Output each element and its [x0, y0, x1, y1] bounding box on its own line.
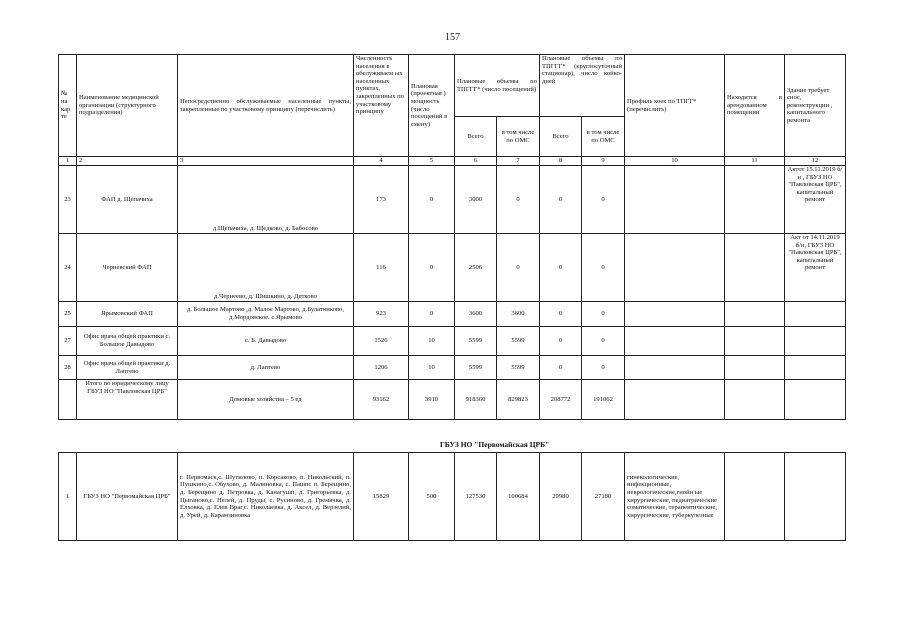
row-rented [725, 302, 785, 327]
col-number: 3 [178, 157, 354, 166]
header-profile: Профиль коек по ТПГГ* (перечислить) [625, 55, 725, 157]
header-visits-oms: в том числе по ОМС [497, 117, 540, 157]
row-population: 15829 [354, 453, 409, 541]
col-number: 7 [497, 157, 540, 166]
col-number: 5 [409, 157, 455, 166]
row-profile: гинекологические, инфекционные, неврологические,гнойн ые хирургические, педиатрические соматические, терапевтические, хирургические, туберкулезные [625, 453, 725, 541]
col-number: 8 [540, 157, 582, 166]
row-repair [785, 302, 846, 327]
total-visits-oms: 829823 [497, 380, 540, 420]
row-capacity: 0 [409, 302, 455, 327]
header-beds-oms: в том числе по ОМС [582, 117, 625, 157]
total-capacity: 3910 [409, 380, 455, 420]
total-name: Итого по юридическому лицу ГБУЗ НО "Павловская ЦРБ" [77, 380, 178, 420]
row-capacity: 10 [409, 327, 455, 356]
row-visits-oms: 3600 [497, 302, 540, 327]
row-beds-total: 0 [540, 166, 582, 234]
row-profile [625, 234, 725, 302]
col-number: 9 [582, 157, 625, 166]
row-name: ФАП д. Щепачиха [77, 166, 178, 234]
row-beds-total: 0 [540, 356, 582, 380]
row-visits-total: 5599 [455, 327, 497, 356]
table-row [59, 327, 846, 356]
row-beds-oms: 0 [582, 327, 625, 356]
row-rented [725, 356, 785, 380]
row-served: д.Щепачиха, д. Щедково, д. Бабосово [178, 166, 354, 234]
row-capacity: 0 [409, 234, 455, 302]
row-capacity: 0 [409, 166, 455, 234]
row-visits-total: 2506 [455, 234, 497, 302]
row-population: 923 [354, 302, 409, 327]
col-number: 12 [785, 157, 846, 166]
row-capacity: 10 [409, 356, 455, 380]
row-visits-total: 127530 [455, 453, 497, 541]
col-number: 2 [77, 157, 178, 166]
row-population: 173 [354, 166, 409, 234]
section-title: ГБУЗ НО "Первомайская ЦРБ" [440, 440, 550, 449]
row-capacity: 500 [409, 453, 455, 541]
header-num: № на кар те [59, 55, 77, 157]
row-visits-total: 5599 [455, 356, 497, 380]
row-population: 1206 [354, 356, 409, 380]
total-population: 93162 [354, 380, 409, 420]
row-name: ГБУЗ НО "Первомайская ЦРБ" [77, 453, 178, 541]
total-visits-total: 918360 [455, 380, 497, 420]
row-rented [725, 327, 785, 356]
header-population: Численность населения в обслуживаем ых населенных пунктах, закрепленных по участковому принципу [354, 55, 409, 157]
row-beds-oms: 27180 [582, 453, 625, 541]
row-num: 25 [59, 302, 77, 327]
row-profile [625, 302, 725, 327]
header-visits-group: Плановые объемы по ТПГГГ* (число посещений) [455, 55, 540, 117]
table-row [59, 302, 846, 327]
row-repair [785, 453, 846, 541]
row-served: д. Лаптево [178, 356, 354, 380]
table-row [59, 234, 846, 302]
row-served: д. Большое Мартово ,д. Малое Мартово, д.Булатниково, д.Мордовское. с.Ярымово [178, 302, 354, 327]
row-served: д.Чернеево, д. Шишкино, д. Детково [178, 234, 354, 302]
row-beds-total: 29980 [540, 453, 582, 541]
row-repair [785, 356, 846, 380]
row-visits-total: 3000 [455, 166, 497, 234]
column-number-row [59, 157, 846, 166]
header-visits-total: Всего [455, 117, 497, 157]
header-rented: Находится в арендованном помещении [725, 55, 785, 157]
table-row [59, 356, 846, 380]
row-profile [625, 356, 725, 380]
header-served: Непосредственно обслуживаемые населенные пункты, закрепленные по участковому принципу (перечислить) [178, 55, 354, 157]
row-beds-oms: 0 [582, 166, 625, 234]
row-rented [725, 166, 785, 234]
main-table [58, 54, 846, 420]
header-name: Наименование медицинской организации (структурного подразделения) [77, 55, 178, 157]
row-visits-oms: 0 [497, 234, 540, 302]
col-number: 6 [455, 157, 497, 166]
total-row [59, 380, 846, 420]
row-repair: Актот 15.11.2019 б/н , ГБУЗ НО "Павловская ЦРБ", капитальный ремонт [785, 166, 846, 234]
total-served: Домовые хозяйства – 5 ед [178, 380, 354, 420]
total-beds-total: 208772 [540, 380, 582, 420]
page-number: 157 [445, 32, 460, 43]
row-repair: Акт от 14.11.2019 б/н, ГБУЗ НО "Павловская ЦРБ", капитальный ремонт [785, 234, 846, 302]
row-population: 1526 [354, 327, 409, 356]
header-beds-group: Плановые объемы по ТПГГГ* (круглосуточный стационар), число койко-дней [540, 55, 625, 117]
row-num: 27 [59, 327, 77, 356]
total-beds-oms: 191062 [582, 380, 625, 420]
col-number: 10 [625, 157, 725, 166]
section-table [58, 452, 846, 541]
row-num: 28 [59, 356, 77, 380]
total-profile [625, 380, 725, 420]
row-beds-oms: 0 [582, 356, 625, 380]
row-beds-oms: 0 [582, 302, 625, 327]
row-rented [725, 234, 785, 302]
row-visits-oms: 5599 [497, 327, 540, 356]
header-capacity: Плановая (проектная ) мощность (число посещений в смену) [409, 55, 455, 157]
row-name: Офис врача общей практики с. Большое Давыдово [77, 327, 178, 356]
row-repair [785, 327, 846, 356]
row-beds-total: 0 [540, 234, 582, 302]
row-beds-total: 0 [540, 327, 582, 356]
row-num: 23 [59, 166, 77, 234]
row-visits-oms: 100684 [497, 453, 540, 541]
total-repair [785, 380, 846, 420]
row-visits-oms: 0 [497, 166, 540, 234]
total-num [59, 380, 77, 420]
table-row [59, 453, 846, 541]
col-number: 1 [59, 157, 77, 166]
row-visits-total: 3600 [455, 302, 497, 327]
header-repair: Здание требует снос, реконструкции , капитального ремонта [785, 55, 846, 157]
row-population: 116 [354, 234, 409, 302]
header-beds-total: Всего [540, 117, 582, 157]
row-served: с. Б. Давыдово [178, 327, 354, 356]
row-num: 24 [59, 234, 77, 302]
row-served: г. Первомаск,с. Шутилово, п. Корсаково, п. Никольский, п. Пушкино,с. Обухово, д. Малиновка, с. Пашпс п. Берещино, д. Берещино д. Петровка, д. Канагушп, д. Григорьевка, д. Цыганово,с. Нелей, д. Пруды, с. Русиново, д. Гремячка, д. Елховка, д. Елев Враг,с. Николаевка, д. Аксел, д. Верзелий, д. Урей, д. Карамзиновка [178, 453, 354, 541]
total-rented [725, 380, 785, 420]
row-beds-oms: 0 [582, 234, 625, 302]
row-profile [625, 327, 725, 356]
row-rented [725, 453, 785, 541]
table-row [59, 166, 846, 234]
row-name: Черневский ФАП [77, 234, 178, 302]
row-name: Ярымовский ФАП [77, 302, 178, 327]
row-profile [625, 166, 725, 234]
row-visits-oms: 5599 [497, 356, 540, 380]
row-name: Офис врача общей практики д. Лаптево [77, 356, 178, 380]
col-number: 11 [725, 157, 785, 166]
row-num: 1 [59, 453, 77, 541]
row-beds-total: 0 [540, 302, 582, 327]
col-number: 4 [354, 157, 409, 166]
